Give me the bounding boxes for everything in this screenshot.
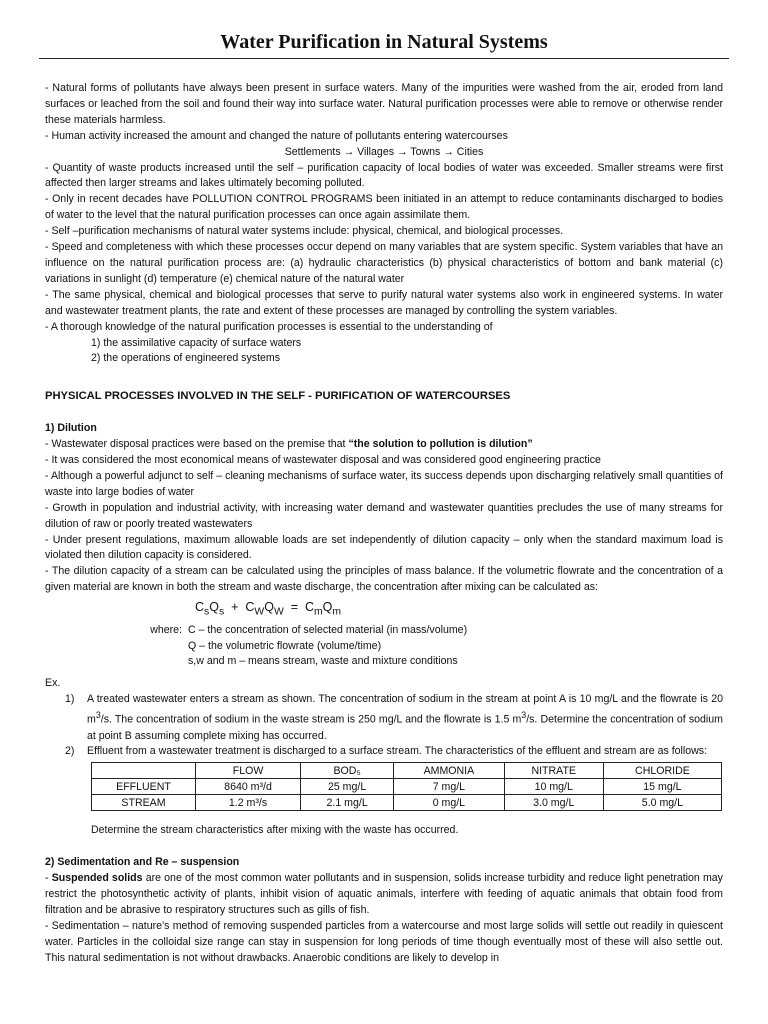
table-header-cell [92, 763, 196, 779]
table-row [92, 795, 722, 811]
sedimentation-dash: - [45, 872, 52, 885]
definition-line: s,w and m – means stream, waste and mixture conditions [188, 655, 458, 668]
table-cell: STREAM [92, 795, 196, 811]
dilution-paragraph: - Under present regulations, maximum allowable loads are set independently of dilution capacity – only when the standard maximum load is violated then dilution capacity is considered. [45, 533, 723, 562]
example-item [45, 744, 723, 760]
example-number: 1) [65, 693, 75, 706]
dilution-premise-text: - Wastewater disposal practices were based on the premise that [45, 438, 349, 451]
settlements-line: Settlements → Villages → Towns → Cities [284, 145, 484, 158]
intro-paragraph: - Self –purification mechanisms of natural water systems include: physical, chemical, and biological processes. [45, 225, 564, 238]
table-cell: 8640 m³/d [196, 779, 301, 795]
example-text: A treated wastewater enters a stream as shown. The concentration of sodium in the stream at point A is 10 mg/L and the flowrate is 20 $m^3/s$. The concentration of sodium in the waste stream is 250 mg/L and the flowrate is 1.5 $m^3/s$. Determine the concentration of sodium at point B assuming complete mixing has occurred. [87, 693, 723, 742]
characteristics-table [91, 762, 722, 811]
example-text: Effluent from a wastewater treatment is discharged to a surface stream. The characteristics of the effluent and stream are as follows: [87, 745, 708, 758]
table-cell: 5.0 mg/L [603, 795, 721, 811]
dilution-paragraph [45, 437, 723, 453]
intro-paragraph: - Human activity increased the amount and changed the nature of pollutants entering watercourses [45, 129, 508, 142]
intro-paragraph: - Quantity of waste products increased until the self – purification capacity of local bodies of water was exceeded. Smaller streams were first affected then larger streams and lakes ultimately becoming polluted. [45, 161, 723, 190]
dilution-premise-quote: “the solution to pollution is dilution” [348, 438, 533, 451]
sedimentation-text: are one of the most common water pollutants and in suspension, solids increase turbidity and reduce light penetration may restrict the photosynthetic activity of plants, inhibit vision of aquatic animals, interfere with feeding of aquatic animals that obtain food from filtration and be abrasive to respiratory structures such as gills of fish. [45, 872, 723, 916]
table-header-cell: NITRATE [504, 763, 603, 779]
formula-definitions [45, 623, 723, 639]
table-header-cell: FLOW [196, 763, 301, 779]
dilution-paragraph: - The dilution capacity of a stream can be calculated using the principles of mass balance. If the volumetric flowrate and the concentration of a given material are known in both the stream and waste discharge, the concentration after mixing can be calculated as: [45, 565, 723, 594]
page-title: Water Purification in Natural Systems [220, 31, 548, 53]
table-row [92, 779, 722, 795]
intro-paragraph: - A thorough knowledge of the natural purification processes is essential to the understanding of [45, 320, 493, 333]
table-header-cell: AMMONIA [394, 763, 504, 779]
dilution-heading: 1) Dilution [45, 422, 97, 435]
knowledge-item: 2) the operations of engineered systems [91, 352, 281, 365]
sedimentation-heading: 2) Sedimentation and Re – suspension [45, 856, 240, 869]
title-underline [39, 58, 729, 59]
table-cell: 3.0 mg/L [504, 795, 603, 811]
dilution-paragraph: - It was considered the most economical means of wastewater disposal and was considered good engineering practice [45, 454, 601, 467]
table-cell: 7 mg/L [394, 779, 504, 795]
table-cell: 1.2 m³/s [196, 795, 301, 811]
table-cell: 10 mg/L [504, 779, 603, 795]
where-label: where: [150, 623, 182, 636]
dilution-paragraph: - Although a powerful adjunct to self – cleaning mechanisms of surface water, its success depends upon discharging relatively small quantities of waste into large bodies of water [45, 469, 723, 498]
definition-line: C – the concentration of selected material (in mass/volume) [188, 623, 468, 636]
table-cell: 2.1 mg/L [301, 795, 394, 811]
after-table-text: Determine the stream characteristics after mixing with the waste has occurred. [91, 824, 459, 837]
table-cell: 15 mg/L [603, 779, 721, 795]
table-cell: 0 mg/L [394, 795, 504, 811]
table-cell: EFFLUENT [92, 779, 196, 795]
sedimentation-paragraph: - Sedimentation – nature’s method of removing suspended particles from a watercourse and most large solids will settle out readily in quiescent water. Particles in the colloidal size range can stay in suspension for long periods of time though eventually most of these will also settle out. This natural sedimentation is not without drawbacks. Anaerobic conditions are likely to develop in [45, 919, 723, 964]
intro-paragraph: - The same physical, chemical and biological processes that serve to purify natural water systems also work in engineered systems. In water and wastewater treatment plants, the rate and extent of these processes are managed by controlling the system variables. [45, 288, 723, 317]
example-number: 2) [65, 745, 75, 758]
table-cell: 25 mg/L [301, 779, 394, 795]
intro-paragraph: - Natural forms of pollutants have always been present in surface waters. Many of the impurities were washed from the air, eroded from land surfaces or leached from the soil and found their way into surface water. Natural purification processes were able to remove or otherwise render these materials harmless. [45, 82, 723, 126]
table-header-cell: BOD₅ [301, 763, 394, 779]
intro-paragraph: - Speed and completeness with which these processes occur depend on many variables that are system specific. System variables that have an influence on the natural purification process are: (a) hydraulic characteristics (b) physical characteristics of bottom and bank material (c) variations in sunlight (d) temperature (e) chemical nature of the natural water [45, 241, 723, 285]
section-heading: PHYSICAL PROCESSES INVOLVED IN THE SELF - PURIFICATION OF WATERCOURSES [45, 390, 511, 403]
table-header-row [92, 763, 722, 779]
document-body [45, 81, 723, 967]
intro-paragraph: - Only in recent decades have POLLUTION CONTROL PROGRAMS been initiated in an attempt to reduce contaminants discharged to bodies of water to the level that the natural purification processes can once again assimilate them. [45, 193, 723, 222]
dilution-paragraph: - Growth in population and industrial activity, with increasing water demand and wastewater quantities precludes the use of many streams for dilution of raw or poorly treated wastewaters [45, 501, 723, 530]
example-item [45, 692, 723, 744]
suspended-solids-term: Suspended solids [51, 872, 143, 885]
knowledge-item: 1) the assimilative capacity of surface waters [91, 336, 302, 349]
sedimentation-paragraph [45, 871, 723, 919]
example-label: Ex. [45, 677, 61, 690]
mass-balance-formula: $C_sQ_s + C_WQ_W = C_mQ_m$ [195, 600, 342, 618]
table-header-cell: CHLORIDE [603, 763, 721, 779]
definition-line: Q – the volumetric flowrate (volume/time) [188, 639, 382, 652]
